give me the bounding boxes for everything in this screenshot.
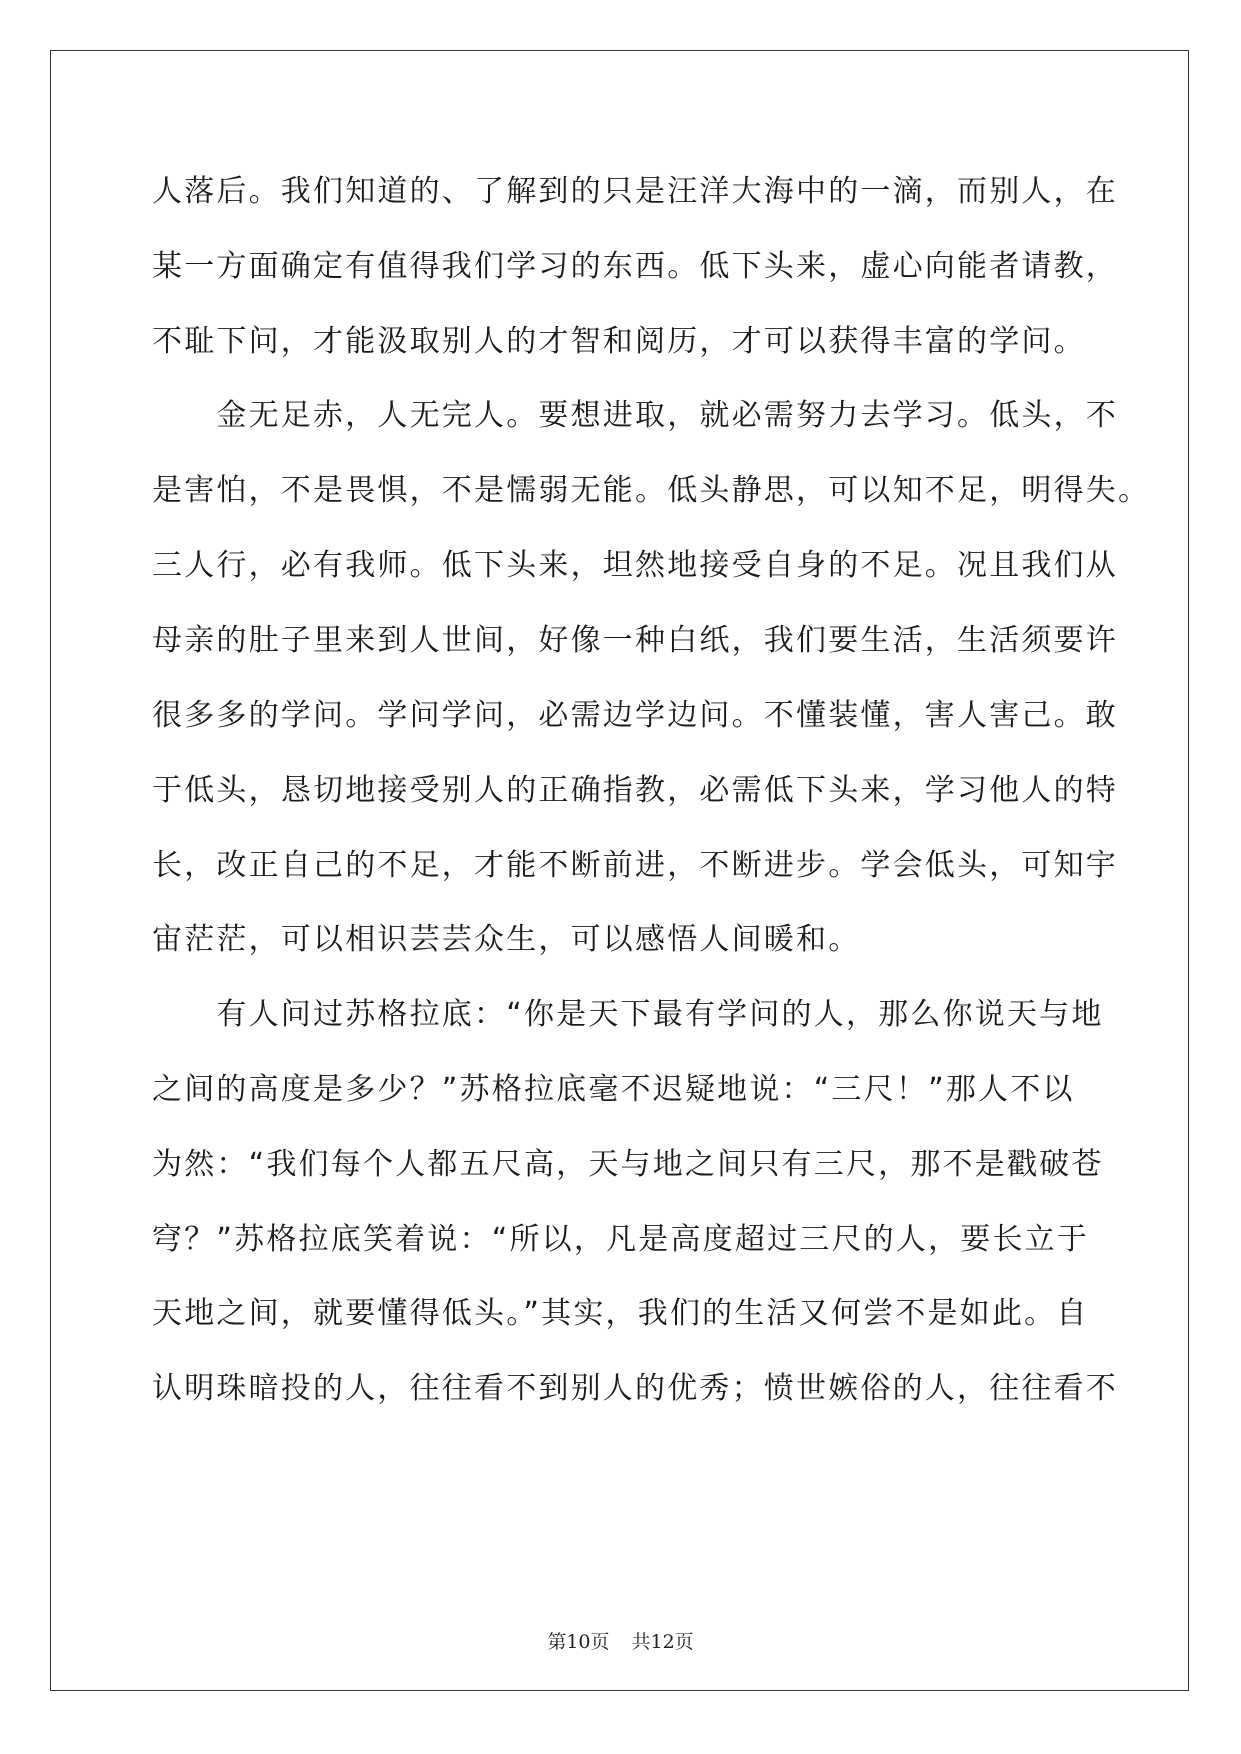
text-line: 有人问过苏格拉底：“你是天下最有学问的人，那么你说天与地 <box>152 997 1104 1032</box>
text-line: 为然：“我们每个人都五尺高，天与地之间只有三尺，那不是戳破苍 <box>152 1147 1104 1182</box>
text-line: 长，改正自己的不足，才能不断前进，不断进步。学会低头，可知宇 <box>152 848 1118 883</box>
text-line: 某一方面确定有值得我们学习的东西。低下头来，虚心向能者请教， <box>152 249 1118 284</box>
page-total: 共12页 <box>631 1631 694 1653</box>
text-line: 金无足赤，人无完人。要想进取，就必需努力去学习。低头，不 <box>152 398 1118 433</box>
text-line: 不耻下问，才能汲取别人的才智和阅历，才可以获得丰富的学问。 <box>152 324 1086 359</box>
page-footer <box>0 1627 1241 1654</box>
text-line: 天地之间，就要懂得低头。”其实，我们的生活又何尝不是如此。自 <box>152 1296 1089 1331</box>
page-number: 第10页 <box>547 1631 610 1653</box>
text-line: 宙茫茫，可以相识芸芸众生，可以感悟人间暖和。 <box>152 922 861 957</box>
text-line: 之间的高度是多少？”苏格拉底毫不迟疑地说：“三尺！”那人不以 <box>152 1072 1075 1107</box>
text-line: 于低头，恳切地接受别人的正确指教，必需低下头来，学习他人的特 <box>152 773 1118 808</box>
text-line: 很多多的学问。学问学问，必需边学边问。不懂装懂，害人害己。敢 <box>152 698 1118 733</box>
text-line: 三人行，必有我师。低下头来，坦然地接受自身的不足。况且我们从 <box>152 548 1118 583</box>
text-line: 认明珠暗投的人，往往看不到别人的优秀；愤世嫉俗的人，往往看不 <box>152 1371 1118 1406</box>
text-line: 母亲的肚子里来到人世间，好像一种白纸，我们要生活，生活须要许 <box>152 623 1118 658</box>
text-line: 人落后。我们知道的、了解到的只是汪洋大海中的一滴，而别人，在 <box>152 174 1118 209</box>
text-line: 是害怕，不是畏惧，不是懦弱无能。低头静思，可以知不足，明得失。 <box>152 473 1151 508</box>
text-line: 穹？”苏格拉底笑着说：“所以，凡是高度超过三尺的人，要长立于 <box>152 1222 1090 1257</box>
